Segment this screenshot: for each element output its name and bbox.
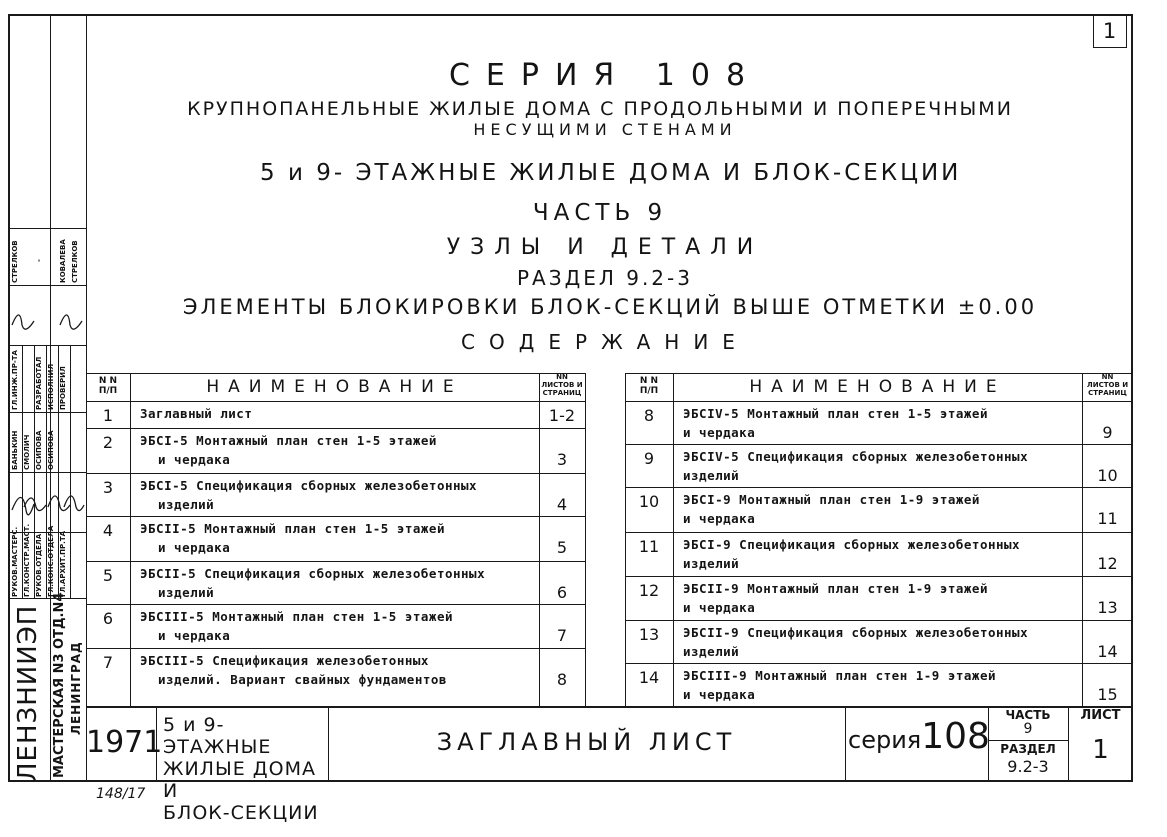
sheet-label: ЛИСТ bbox=[1080, 708, 1121, 723]
stamp-dash: - bbox=[35, 259, 43, 262]
series-title: СЕРИЯ 108 bbox=[448, 58, 762, 93]
row-title: ЭБСII-9 Монтажный план стен 1-9 этажей bbox=[683, 581, 988, 596]
row-title: изделий bbox=[158, 585, 215, 600]
section-num: 9.2-3 bbox=[1007, 757, 1049, 776]
role-3: ГЛ.КОНС.ОТДЕЛА bbox=[47, 525, 55, 597]
row-pages: 13 bbox=[1097, 598, 1118, 617]
upper-role-4: ОСИПОВА bbox=[47, 430, 55, 470]
role-0: РУКОВ.МАСТЕРС. bbox=[11, 526, 19, 597]
elements-title: ЭЛЕМЕНТЫ БЛОКИРОВКИ БЛОК-СЕКЦИЙ ВЫШЕ ОТМЕТКИ ±0.00 bbox=[182, 295, 1038, 319]
row-pages: 8 bbox=[556, 670, 568, 689]
part-subtitle: УЗЛЫ И ДЕТАЛИ bbox=[446, 235, 764, 260]
row-number: 4 bbox=[102, 521, 114, 540]
row-number: 12 bbox=[638, 581, 660, 600]
row-number: 7 bbox=[102, 653, 114, 672]
row-title: изделий bbox=[683, 556, 740, 571]
subtitle-line-2: НЕСУЩИМИ СТЕНАМИ bbox=[473, 120, 737, 139]
row-pages: 11 bbox=[1097, 509, 1118, 528]
buildings-title: 5 и 9- ЭТАЖНЫЕ ЖИЛЫЕ ДОМА И БЛОК-СЕКЦИИ bbox=[260, 160, 962, 186]
row-title: ЭБСIII-9 Монтажный план стен 1-9 этажей bbox=[683, 668, 996, 683]
row-title: и чердака bbox=[683, 687, 756, 702]
row-number: 6 bbox=[102, 609, 114, 628]
row-title: и чердака bbox=[158, 628, 231, 643]
col-header-pages-right: NN ЛИСТОВ И СТРАНИЦ bbox=[1086, 373, 1129, 397]
row-title: ЭБСI-9 Спецификация сборных железобетонных bbox=[683, 537, 1021, 552]
row-number: 13 bbox=[638, 625, 660, 644]
footnote: 148/17 bbox=[96, 786, 146, 802]
col-header-num: N N П/П bbox=[98, 376, 118, 396]
row-title: ЭБСIII-5 Монтажный план стен 1-5 этажей bbox=[140, 609, 453, 624]
part-num: 9 bbox=[1023, 721, 1033, 737]
person-2: СТРЕЛКОВ bbox=[71, 240, 79, 283]
row-title: ЭБСII-5 Монтажный план стен 1-5 этажей bbox=[140, 521, 445, 536]
upper-role-3: ОСИПОВА bbox=[35, 430, 43, 470]
row-title: ЭБСIV-5 Монтажный план стен 1-5 этажей bbox=[683, 406, 988, 421]
year: 1971 bbox=[86, 725, 163, 760]
row-pages: 3 bbox=[556, 450, 568, 469]
part-title: ЧАСТЬ 9 bbox=[532, 200, 668, 226]
org-name: ЛЕНЗНИИЭП bbox=[13, 604, 43, 782]
col-header-name: НАИМЕНОВАНИЕ bbox=[206, 377, 463, 397]
col-developed: РАЗРАБОТАЛ bbox=[35, 356, 43, 410]
row-title: ЭБСII-9 Спецификация сборных железобетонных bbox=[683, 625, 1029, 640]
org-city: ЛЕНИНГРАД bbox=[69, 641, 83, 735]
row-pages: 1-2 bbox=[548, 406, 576, 425]
row-pages: 5 bbox=[556, 538, 568, 557]
row-number: 10 bbox=[638, 492, 660, 511]
col-executed: ИСПОЛНИЛ bbox=[47, 363, 55, 410]
sheet-number: 1 bbox=[1102, 19, 1117, 43]
col-header-name-right: НАИМЕНОВАНИЕ bbox=[749, 377, 1006, 397]
org-workshop: МАСТЕРСКАЯ N3 ОТД.N4 bbox=[52, 592, 67, 778]
upper-role-2: СМОЛИЧ bbox=[23, 434, 31, 470]
row-title: изделий bbox=[683, 468, 740, 483]
row-title: Заглавный лист bbox=[140, 406, 253, 421]
signatures bbox=[8, 285, 86, 545]
row-title: изделий bbox=[158, 497, 215, 512]
subtitle-line-1: КРУПНОПАНЕЛЬНЫЕ ЖИЛЫЕ ДОМА С ПРОДОЛЬНЫМИ И ПОПЕРЕЧНЫМИ bbox=[187, 98, 1013, 120]
col-header-pages: NN ЛИСТОВ И СТРАНИЦ bbox=[541, 373, 583, 397]
row-number: 2 bbox=[102, 433, 114, 452]
row-pages: 10 bbox=[1097, 466, 1118, 485]
row-pages: 7 bbox=[556, 626, 568, 645]
row-pages: 9 bbox=[1102, 423, 1113, 442]
upper-role-1: БАНЬКИН bbox=[11, 430, 19, 470]
contents-title: СОДЕРЖАНИЕ bbox=[461, 330, 749, 354]
col-header-num-right: N N П/П bbox=[639, 376, 659, 396]
row-title: ЭБСI-9 Монтажный план стен 1-9 этажей bbox=[683, 492, 980, 507]
row-title: изделий. Вариант свайных фундаментов bbox=[158, 672, 447, 687]
row-title: и чердака bbox=[683, 511, 756, 526]
row-title: и чердака bbox=[158, 540, 231, 555]
row-title: ЭБСIII-5 Спецификация железобетонных bbox=[140, 653, 429, 668]
section-title: РАЗДЕЛ 9.2-3 bbox=[517, 266, 693, 290]
part-label: ЧАСТЬ bbox=[1005, 708, 1051, 722]
row-title: и чердака bbox=[683, 425, 756, 440]
person-0: СТРЕЛКОВ bbox=[11, 240, 19, 283]
row-title: и чердака bbox=[158, 452, 231, 467]
sheet-num-block: 1 bbox=[1092, 735, 1109, 765]
role-4: ГЛ.АРХИТ.ПР.ТА bbox=[59, 530, 67, 597]
person-1: КОВАЛЕВА bbox=[59, 239, 67, 283]
row-pages: 12 bbox=[1097, 554, 1118, 573]
row-title: ЭБСI-5 Монтажный план стен 1-5 этажей bbox=[140, 433, 437, 448]
row-number: 5 bbox=[102, 566, 114, 585]
row-pages: 14 bbox=[1097, 642, 1118, 661]
role-2: РУКОВ.ОТДЕЛА bbox=[35, 533, 43, 597]
row-pages: 6 bbox=[556, 583, 568, 602]
row-title: ЭБСI-5 Спецификация сборных железобетонных bbox=[140, 478, 478, 493]
row-title: и чердака bbox=[683, 600, 756, 615]
row-pages: 15 bbox=[1097, 685, 1118, 704]
row-number: 11 bbox=[638, 537, 660, 556]
upper-role-0: ГЛ.ИНЖ.ПР-ТА bbox=[11, 350, 19, 410]
row-number: 8 bbox=[643, 406, 655, 425]
section-label: РАЗДЕЛ bbox=[1000, 742, 1056, 756]
row-number: 9 bbox=[643, 449, 655, 468]
series-block: серия108 bbox=[848, 716, 990, 757]
row-number: 3 bbox=[102, 478, 114, 497]
row-number: 1 bbox=[102, 406, 114, 425]
row-title: ЭБСIV-5 Спецификация сборных железобетонных bbox=[683, 449, 1029, 464]
row-title: ЭБСII-5 Спецификация сборных железобетонных bbox=[140, 566, 486, 581]
role-1: ГЛ.КОНСТР.МАСТ. bbox=[23, 523, 31, 597]
col-checked: ПРОВЕРИЛ bbox=[59, 366, 67, 410]
row-number: 14 bbox=[638, 668, 660, 687]
title-desc: 5 и 9-ЭТАЖНЫЕ ЖИЛЫЕ ДОМА И БЛОК-СЕКЦИИ bbox=[163, 714, 319, 824]
row-pages: 4 bbox=[556, 495, 568, 514]
sheet-title: ЗАГЛАВНЫЙ ЛИСТ bbox=[436, 728, 737, 756]
row-title: изделий bbox=[683, 644, 740, 659]
